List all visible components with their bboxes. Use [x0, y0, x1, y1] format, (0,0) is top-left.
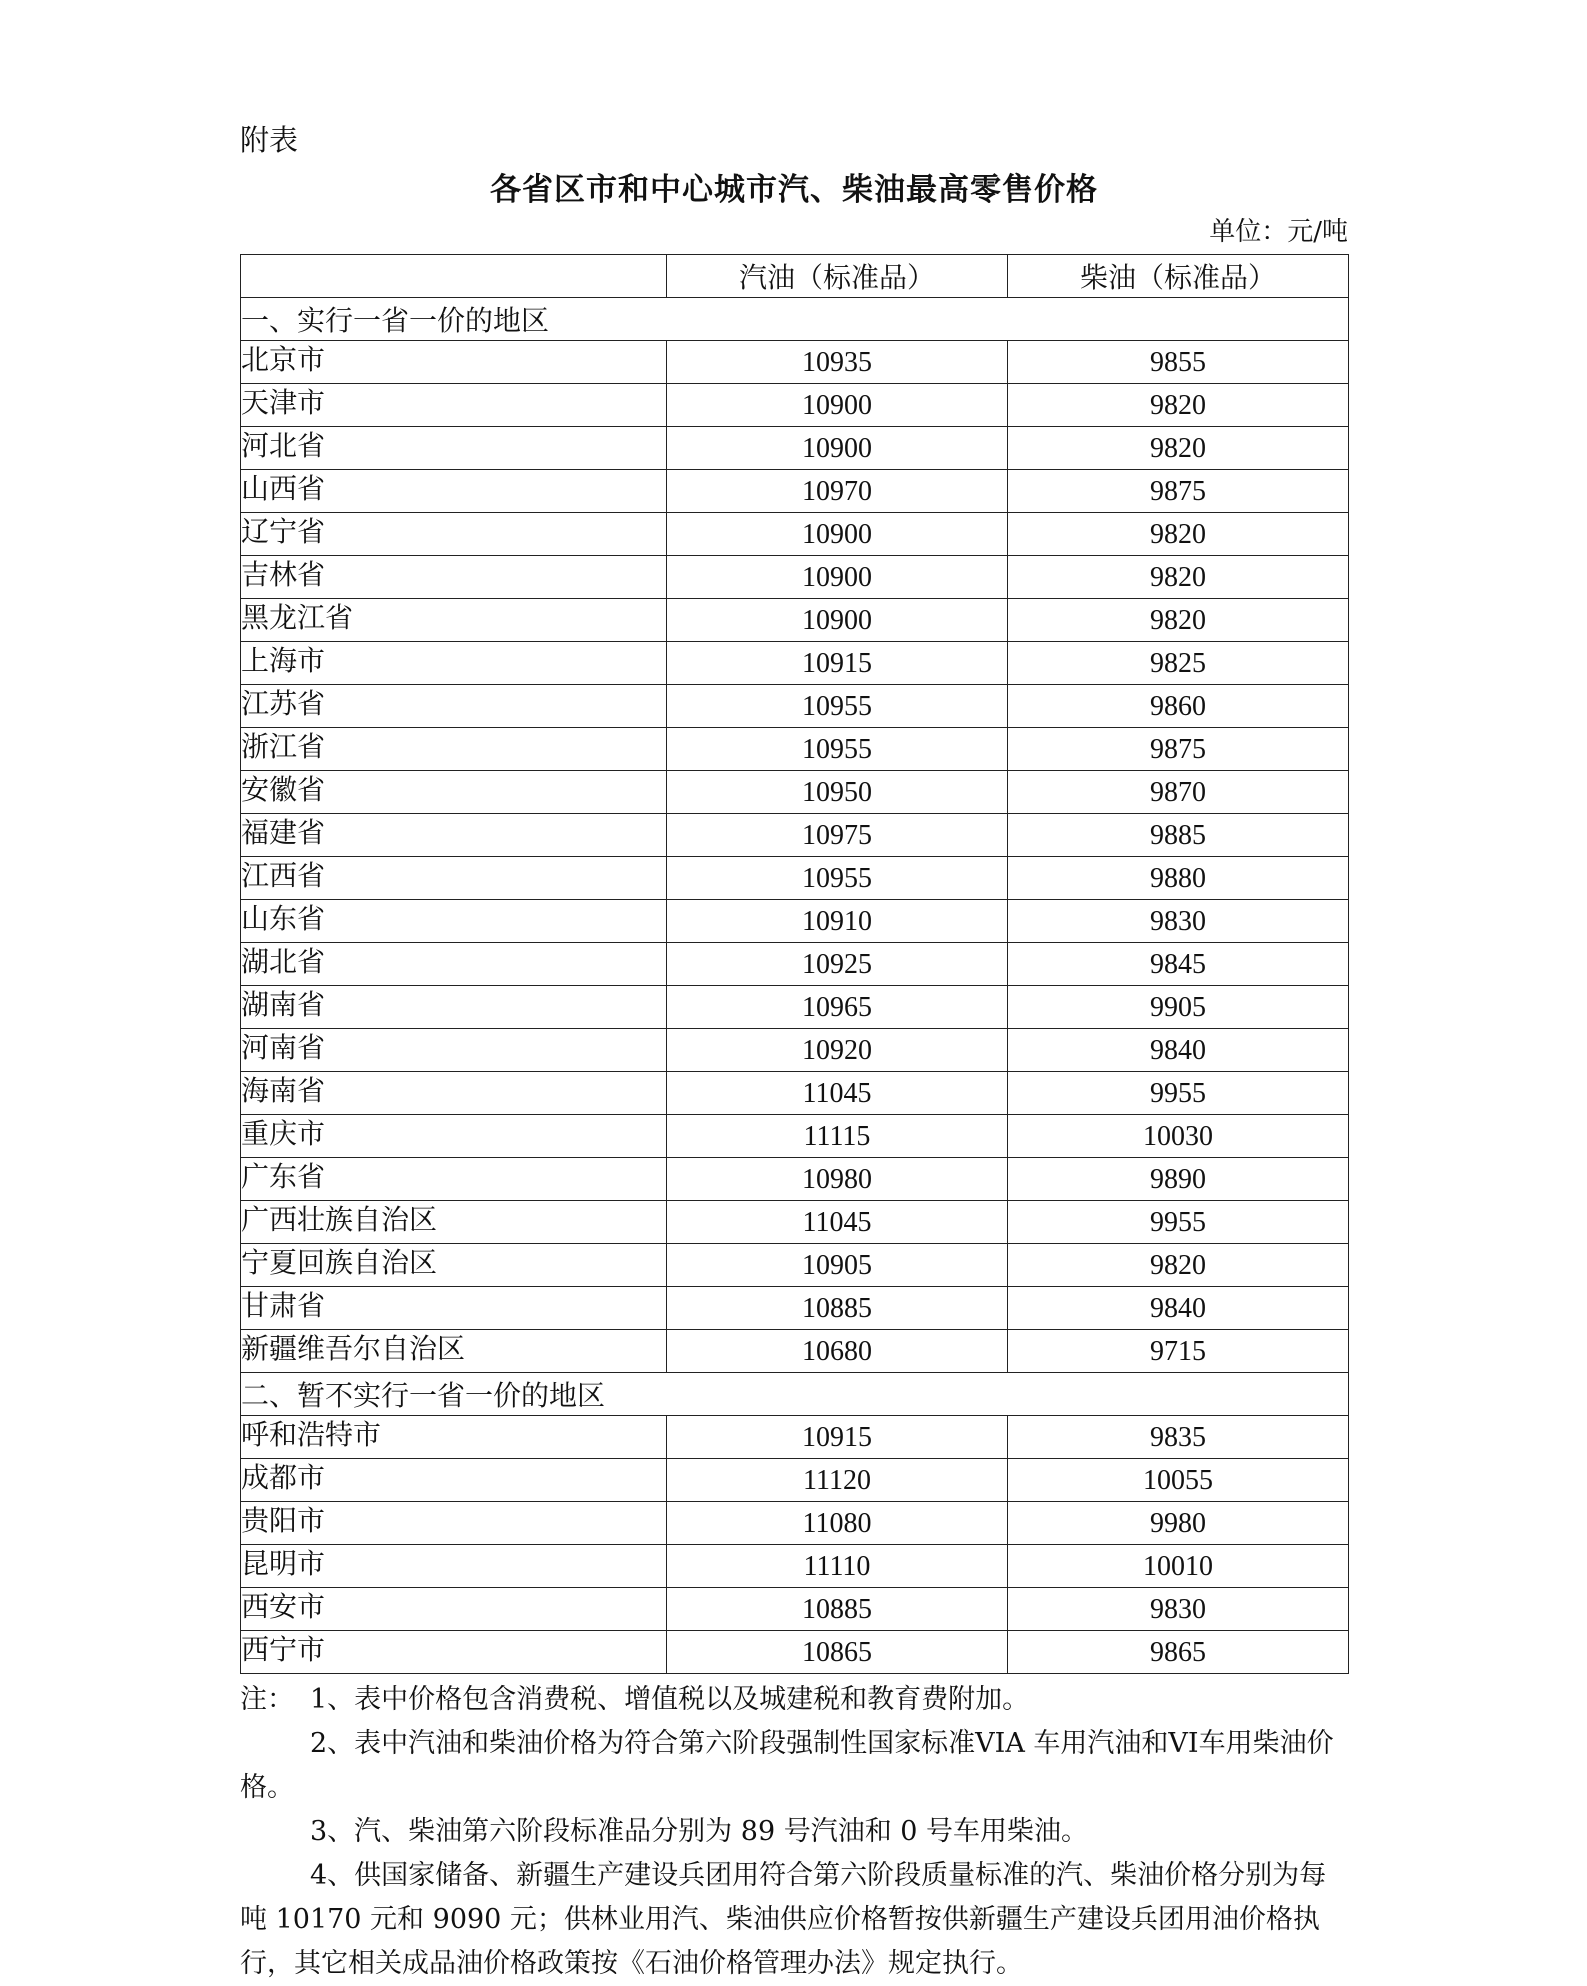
gasoline-price-cell: 11045 [667, 1072, 1008, 1115]
gasoline-price-cell: 10680 [667, 1330, 1008, 1373]
section-label: 二、暂不实行一省一价的地区 [241, 1373, 1349, 1416]
header-region [241, 255, 667, 298]
diesel-price-cell: 9820 [1008, 599, 1349, 642]
gasoline-price-cell: 10900 [667, 513, 1008, 556]
gasoline-price-cell: 10900 [667, 384, 1008, 427]
table-row [241, 513, 1349, 556]
diesel-price-cell: 9820 [1008, 513, 1349, 556]
table-row [241, 599, 1349, 642]
region-cell: 昆明市 [241, 1545, 667, 1588]
table-row [241, 1459, 1349, 1502]
table-row [241, 857, 1349, 900]
region-cell: 江西省 [241, 857, 667, 900]
gasoline-price-cell: 11080 [667, 1502, 1008, 1545]
diesel-price-cell: 9820 [1008, 1244, 1349, 1287]
gasoline-price-cell: 10910 [667, 900, 1008, 943]
document-title: 各省区市和中心城市汽、柴油最高零售价格 [490, 172, 1098, 208]
table-row [241, 1072, 1349, 1115]
diesel-price-cell: 9880 [1008, 857, 1349, 900]
gasoline-price-cell: 10935 [667, 341, 1008, 384]
gasoline-price-cell: 10955 [667, 685, 1008, 728]
gasoline-price-cell: 10905 [667, 1244, 1008, 1287]
table-row [241, 1287, 1349, 1330]
region-cell: 山西省 [241, 470, 667, 513]
region-cell: 贵阳市 [241, 1502, 667, 1545]
region-cell: 上海市 [241, 642, 667, 685]
gasoline-price-cell: 10925 [667, 943, 1008, 986]
region-cell: 浙江省 [241, 728, 667, 771]
region-cell: 河南省 [241, 1029, 667, 1072]
table-row [241, 728, 1349, 771]
table-body [241, 298, 1349, 1674]
diesel-price-cell: 9870 [1008, 771, 1349, 814]
diesel-price-cell: 9820 [1008, 384, 1349, 427]
gasoline-price-cell: 11120 [667, 1459, 1008, 1502]
diesel-price-cell: 9820 [1008, 556, 1349, 599]
table-row [241, 1158, 1349, 1201]
table-row [241, 1330, 1349, 1373]
table-row [241, 1201, 1349, 1244]
diesel-price-cell: 9825 [1008, 642, 1349, 685]
diesel-price-cell: 9715 [1008, 1330, 1349, 1373]
document-page [240, 120, 1348, 1986]
gasoline-price-cell: 10920 [667, 1029, 1008, 1072]
table-row [241, 685, 1349, 728]
diesel-price-cell: 9980 [1008, 1502, 1349, 1545]
region-cell: 黑龙江省 [241, 599, 667, 642]
table-row [241, 470, 1349, 513]
diesel-price-cell: 9955 [1008, 1201, 1349, 1244]
table-row [241, 642, 1349, 685]
diesel-price-cell: 9840 [1008, 1287, 1349, 1330]
diesel-price-cell: 9840 [1008, 1029, 1349, 1072]
table-row [241, 1588, 1349, 1631]
gasoline-price-cell: 10965 [667, 986, 1008, 1029]
region-cell: 宁夏回族自治区 [241, 1244, 667, 1287]
region-cell: 广东省 [241, 1158, 667, 1201]
region-cell: 成都市 [241, 1459, 667, 1502]
region-cell: 吉林省 [241, 556, 667, 599]
table-row [241, 1029, 1349, 1072]
table-row [241, 427, 1349, 470]
table-row [241, 384, 1349, 427]
diesel-price-cell: 10030 [1008, 1115, 1349, 1158]
gasoline-price-cell: 10955 [667, 728, 1008, 771]
table-row [241, 341, 1349, 384]
region-cell: 甘肃省 [241, 1287, 667, 1330]
table-row [241, 814, 1349, 857]
region-cell: 西安市 [241, 1588, 667, 1631]
region-cell: 重庆市 [241, 1115, 667, 1158]
gasoline-price-cell: 10885 [667, 1588, 1008, 1631]
region-cell: 天津市 [241, 384, 667, 427]
gasoline-price-cell: 10900 [667, 599, 1008, 642]
diesel-price-cell: 10055 [1008, 1459, 1349, 1502]
diesel-price-cell: 9830 [1008, 1588, 1349, 1631]
region-cell: 辽宁省 [241, 513, 667, 556]
section-row [241, 298, 1349, 341]
region-cell: 安徽省 [241, 771, 667, 814]
region-cell: 新疆维吾尔自治区 [241, 1330, 667, 1373]
unit-label: 单位：元/吨 [1209, 217, 1348, 247]
table-row [241, 1416, 1349, 1459]
header-diesel: 柴油（标准品） [1008, 255, 1349, 298]
region-cell: 海南省 [241, 1072, 667, 1115]
region-cell: 湖北省 [241, 943, 667, 986]
note-text: 1、表中价格包含消费税、增值税以及城建税和教育费附加。 [310, 1684, 1030, 1715]
notes-label: 注： [240, 1684, 294, 1715]
header-gasoline: 汽油（标准品） [667, 255, 1008, 298]
gasoline-price-cell: 10900 [667, 556, 1008, 599]
region-cell: 北京市 [241, 341, 667, 384]
table-row [241, 1631, 1349, 1674]
table-row [241, 943, 1349, 986]
attachment-label: 附表 [240, 123, 299, 157]
table-row [241, 986, 1349, 1029]
gasoline-price-cell: 10885 [667, 1287, 1008, 1330]
region-cell: 湖南省 [241, 986, 667, 1029]
region-cell: 福建省 [241, 814, 667, 857]
table-row [241, 1115, 1349, 1158]
diesel-price-cell: 9875 [1008, 728, 1349, 771]
diesel-price-cell: 9890 [1008, 1158, 1349, 1201]
diesel-price-cell: 10010 [1008, 1545, 1349, 1588]
table-row [241, 900, 1349, 943]
price-table [240, 254, 1349, 1674]
diesel-price-cell: 9875 [1008, 470, 1349, 513]
section-row [241, 1373, 1349, 1416]
region-cell: 西宁市 [241, 1631, 667, 1674]
gasoline-price-cell: 11110 [667, 1545, 1008, 1588]
diesel-price-cell: 9905 [1008, 986, 1349, 1029]
gasoline-price-cell: 10955 [667, 857, 1008, 900]
diesel-price-cell: 9820 [1008, 427, 1349, 470]
table-row [241, 1545, 1349, 1588]
region-cell: 山东省 [241, 900, 667, 943]
table-row [241, 1244, 1349, 1287]
diesel-price-cell: 9830 [1008, 900, 1349, 943]
diesel-price-cell: 9860 [1008, 685, 1349, 728]
gasoline-price-cell: 10900 [667, 427, 1008, 470]
region-cell: 江苏省 [241, 685, 667, 728]
table-row [241, 1502, 1349, 1545]
note-item: 4、供国家储备、新疆生产建设兵团用符合第六阶段质量标准的汽、柴油价格分别为每吨 10170 元和 9090 元；供林业用汽、柴油供应价格暂按供新疆生产建设兵团用油价格执行，其它相关成品油价格政策按《石油价格管理办法》规定执行。 [240, 1860, 1327, 1979]
gasoline-price-cell: 10950 [667, 771, 1008, 814]
section-label: 一、实行一省一价的地区 [241, 298, 1349, 341]
note-item [240, 1678, 1348, 1722]
gasoline-price-cell: 10915 [667, 642, 1008, 685]
diesel-price-cell: 9955 [1008, 1072, 1349, 1115]
notes-block [240, 1678, 1348, 1986]
region-cell: 呼和浩特市 [241, 1416, 667, 1459]
table-row [241, 556, 1349, 599]
region-cell: 河北省 [241, 427, 667, 470]
table-header-row [241, 255, 1349, 298]
note-item: 3、汽、柴油第六阶段标准品分别为 89 号汽油和 0 号车用柴油。 [310, 1816, 1089, 1847]
region-cell: 广西壮族自治区 [241, 1201, 667, 1244]
diesel-price-cell: 9885 [1008, 814, 1349, 857]
diesel-price-cell: 9855 [1008, 341, 1349, 384]
gasoline-price-cell: 10975 [667, 814, 1008, 857]
note-item: 2、表中汽油和柴油价格为符合第六阶段强制性国家标准VIA 车用汽油和VI车用柴油价格。 [240, 1728, 1334, 1803]
gasoline-price-cell: 10915 [667, 1416, 1008, 1459]
table-row [241, 771, 1349, 814]
diesel-price-cell: 9835 [1008, 1416, 1349, 1459]
diesel-price-cell: 9865 [1008, 1631, 1349, 1674]
gasoline-price-cell: 11115 [667, 1115, 1008, 1158]
gasoline-price-cell: 10980 [667, 1158, 1008, 1201]
gasoline-price-cell: 10970 [667, 470, 1008, 513]
gasoline-price-cell: 11045 [667, 1201, 1008, 1244]
gasoline-price-cell: 10865 [667, 1631, 1008, 1674]
diesel-price-cell: 9845 [1008, 943, 1349, 986]
